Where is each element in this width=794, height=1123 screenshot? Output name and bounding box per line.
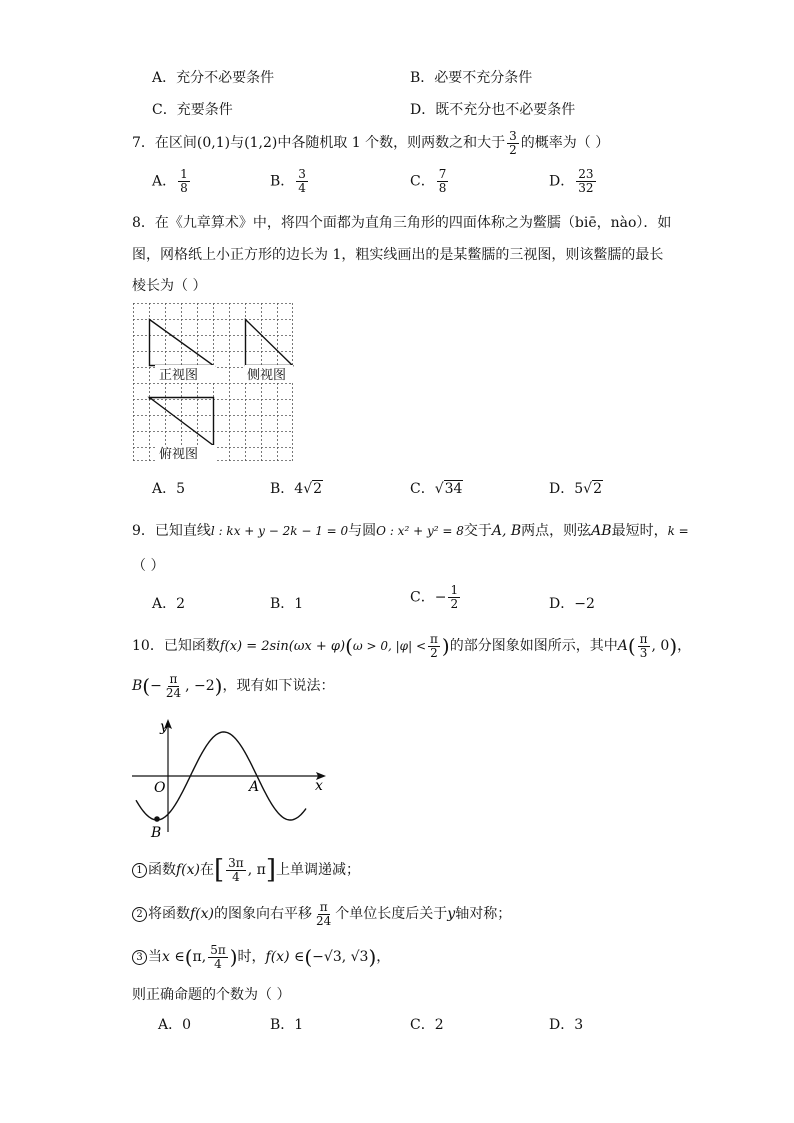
q6-option-b: B．必要不充分条件 (410, 70, 533, 86)
q7-stem: 7．在区间(0,1)与(1,2)中各随机取 1 个数，则两数之和大于 $\frac{3}{2}$ 的概率为（ ） (132, 128, 610, 157)
q8-stem-line2: 图，网格纸上小正方形的边长为 1，粗实线画出的是某鳖臑的三视图，则该鳖臑的最长 (132, 247, 664, 263)
q10-question: 则正确命题的个数为（ ） (132, 987, 291, 1003)
y-axis-label: y (160, 719, 168, 735)
q7-option-a: A． $\frac{1}{8}$ (152, 167, 188, 195)
q10-option-c: C．2 (410, 1017, 444, 1033)
front-view-label: 正视图 (159, 368, 199, 383)
q7-option-b: B． $\frac{3}{4}$ (270, 167, 306, 195)
q8-stem-line3: 棱长为（ ） (132, 278, 207, 294)
q8-stem-line1: 8．在《九章算术》中，将四个面都为直角三角形的四面体称之为鳖臑（biē，nào）．如 (132, 215, 672, 231)
q10-option-d: D．3 (549, 1017, 584, 1033)
top-view-label: 俯视图 (159, 447, 199, 462)
q10-statement-1: 1 函数f(x)在[ $\frac{3\pi}{4}$ , π]上单调递减； (132, 852, 360, 888)
q9-answer-paren: （ ） (132, 558, 165, 574)
q6-option-a: A．充分不必要条件 (152, 70, 275, 86)
front-view-triangle (150, 320, 214, 366)
q9-stem: 9．已知直线l : kx + y − 2k − 1 = 0与圆O : x² + y² = 8交于A, B两点，则弦AB最短时，k = (132, 523, 689, 539)
q7-option-c: C． $\frac{7}{8}$ (410, 167, 447, 195)
q8-option-a: A．5 (152, 481, 186, 497)
q6-option-c: C．充要条件 (152, 102, 233, 118)
q10-statement-3: 3 当x ∈(π, $\frac{5\pi}{4}$ )时，f(x) ∈(−√3, √3)， (132, 939, 390, 975)
q9-option-c: C．− $\frac{1}{2}$ (410, 583, 459, 611)
q7-fraction: $\frac{3}{2}$ (509, 128, 517, 157)
q10-option-a: A．0 (158, 1017, 192, 1033)
point-b (154, 816, 160, 822)
origin-label: O (154, 780, 166, 796)
three-view-figure (133, 303, 294, 463)
q9-option-b: B．1 (270, 596, 304, 612)
side-view-label: 侧视图 (247, 368, 287, 383)
point-b-label: B (151, 825, 162, 841)
side-view-triangle (246, 320, 293, 366)
q10-stem-line1: 10．已知函数f(x) = 2sin(ωx + φ)(ω > 0, |φ| < $\frac{\pi}{2}$ )的部分图象如图所示，其中A( $\frac{\pi}{3}$ , 0)， (132, 631, 692, 660)
sine-graph (128, 712, 333, 842)
q8-option-b: B．4√2 (270, 481, 323, 497)
q9-option-a: A．2 (152, 596, 186, 612)
q8-option-c: C．√34 (410, 481, 463, 497)
q8-option-d: D．5√2 (549, 481, 602, 497)
q10-statement-2: 2 将函数f(x)的图象向右平移 $\frac{\pi}{24}$ 个单位长度后关于y轴对称； (132, 896, 511, 932)
q9-option-d: D．−2 (549, 596, 595, 612)
point-a-label: A (249, 779, 260, 795)
q7-option-d: D． $\frac{23}{32}$ (549, 167, 594, 195)
q10-option-b: B．1 (270, 1017, 304, 1033)
x-axis-label: x (315, 778, 323, 794)
q10-stem-line2: B(− $\frac{\pi}{24}$ , −2)，现有如下说法： (132, 671, 335, 700)
q6-option-d: D．既不充分也不必要条件 (410, 102, 576, 118)
